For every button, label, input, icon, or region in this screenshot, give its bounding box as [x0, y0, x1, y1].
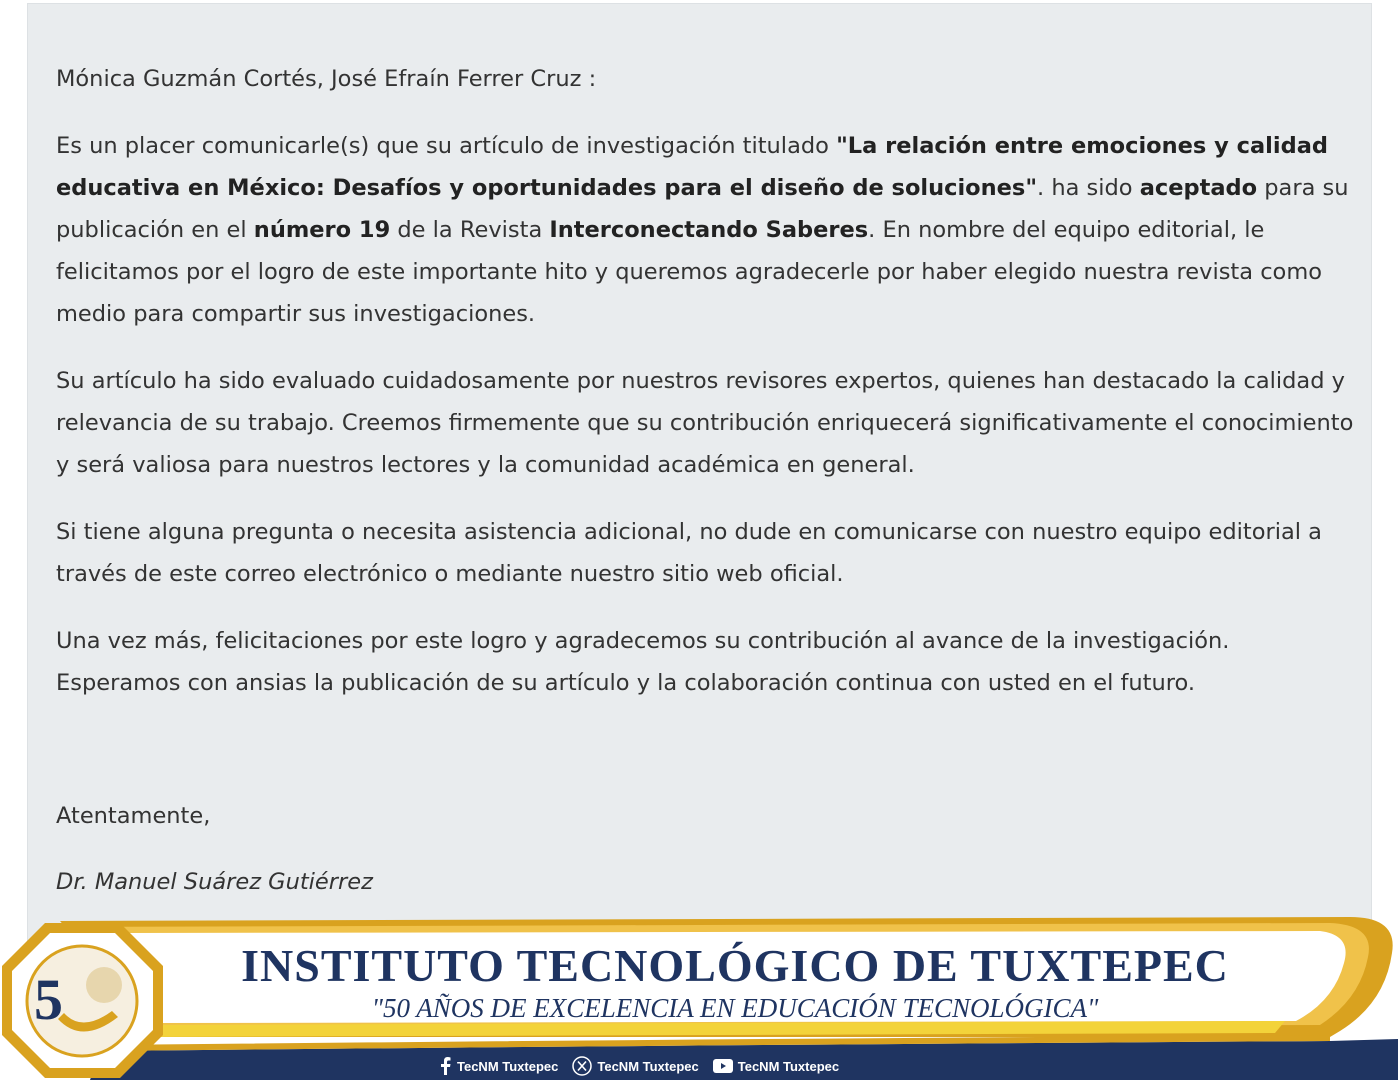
logo-number: 5: [34, 967, 63, 1032]
social-youtube[interactable]: [713, 1059, 839, 1074]
text-segment: Es un placer comunicarle(s) que su artículo de investigación titulado: [56, 133, 837, 159]
text-segment: . En nombre del equipo editorial, le felicitamos por el logro de este importante hito y queremos agradecerle por haber elegido nuestra revista como medio para compartir sus investigaciones.: [56, 217, 1323, 327]
text-segment: de la Revista: [390, 217, 550, 243]
youtube-icon: [713, 1059, 733, 1073]
institution-name: INSTITUTO TECNOLÓGICO DE TUXTEPEC: [241, 940, 1229, 991]
signature: Dr. Manuel Suárez Gutiérrez: [56, 869, 373, 895]
paragraph-evaluation: Su artículo ha sido evaluado cuidadosamente por nuestros revisores expertos, quienes han destacado la calidad y relevancia de su trabajo. Creemos firmemente que su contribución enriquecerá significativamente el conocimiento y será valiosa para nuestros lectores y la comunidad académica en general.: [56, 368, 1354, 478]
journal-name: Interconectando Saberes: [549, 217, 869, 243]
footer-banner: [0, 913, 1398, 1080]
institution-motto: "50 AÑOS DE EXCELENCIA EN EDUCACIÓN TECNOLÓGICA": [371, 993, 1099, 1023]
closing: Atentamente,: [56, 803, 211, 829]
facebook-icon: [438, 1057, 452, 1075]
social-label: TecNM Tuxtepec: [597, 1058, 699, 1074]
text-segment: para su publicación en el: [56, 175, 1349, 243]
social-x[interactable]: [572, 1056, 698, 1076]
issue-number: número 19: [253, 217, 391, 243]
institution-logo: [0, 921, 165, 1080]
text-segment: . ha sido: [1037, 175, 1140, 201]
social-bar: [438, 1055, 839, 1077]
article-title: "La relación entre emociones y calidad educativa en México: Desafíos y oportunidades para el diseño de soluciones": [56, 133, 1328, 201]
x-icon: [572, 1056, 592, 1076]
paragraph-acceptance: [56, 125, 1356, 335]
social-facebook[interactable]: [438, 1057, 558, 1075]
greeting: Mónica Guzmán Cortés, José Efraín Ferrer Cruz :: [56, 66, 597, 92]
social-label: TecNM Tuxtepec: [457, 1058, 559, 1074]
social-label: TecNM Tuxtepec: [737, 1058, 840, 1074]
paragraph-contact: Si tiene alguna pregunta o necesita asistencia adicional, no dude en comunicarse con nuestro equipo editorial a través de este correo electrónico o mediante nuestro sitio web oficial.: [56, 519, 1322, 587]
paragraph-thanks: Una vez más, felicitaciones por este logro y agradecemos su contribución al avance de la investigación. Esperamos con ansias la publicación de su artículo y la colaboración continua con usted en el futuro.: [56, 628, 1230, 696]
accepted-status: aceptado: [1139, 175, 1258, 201]
letter-body: [56, 58, 1356, 729]
